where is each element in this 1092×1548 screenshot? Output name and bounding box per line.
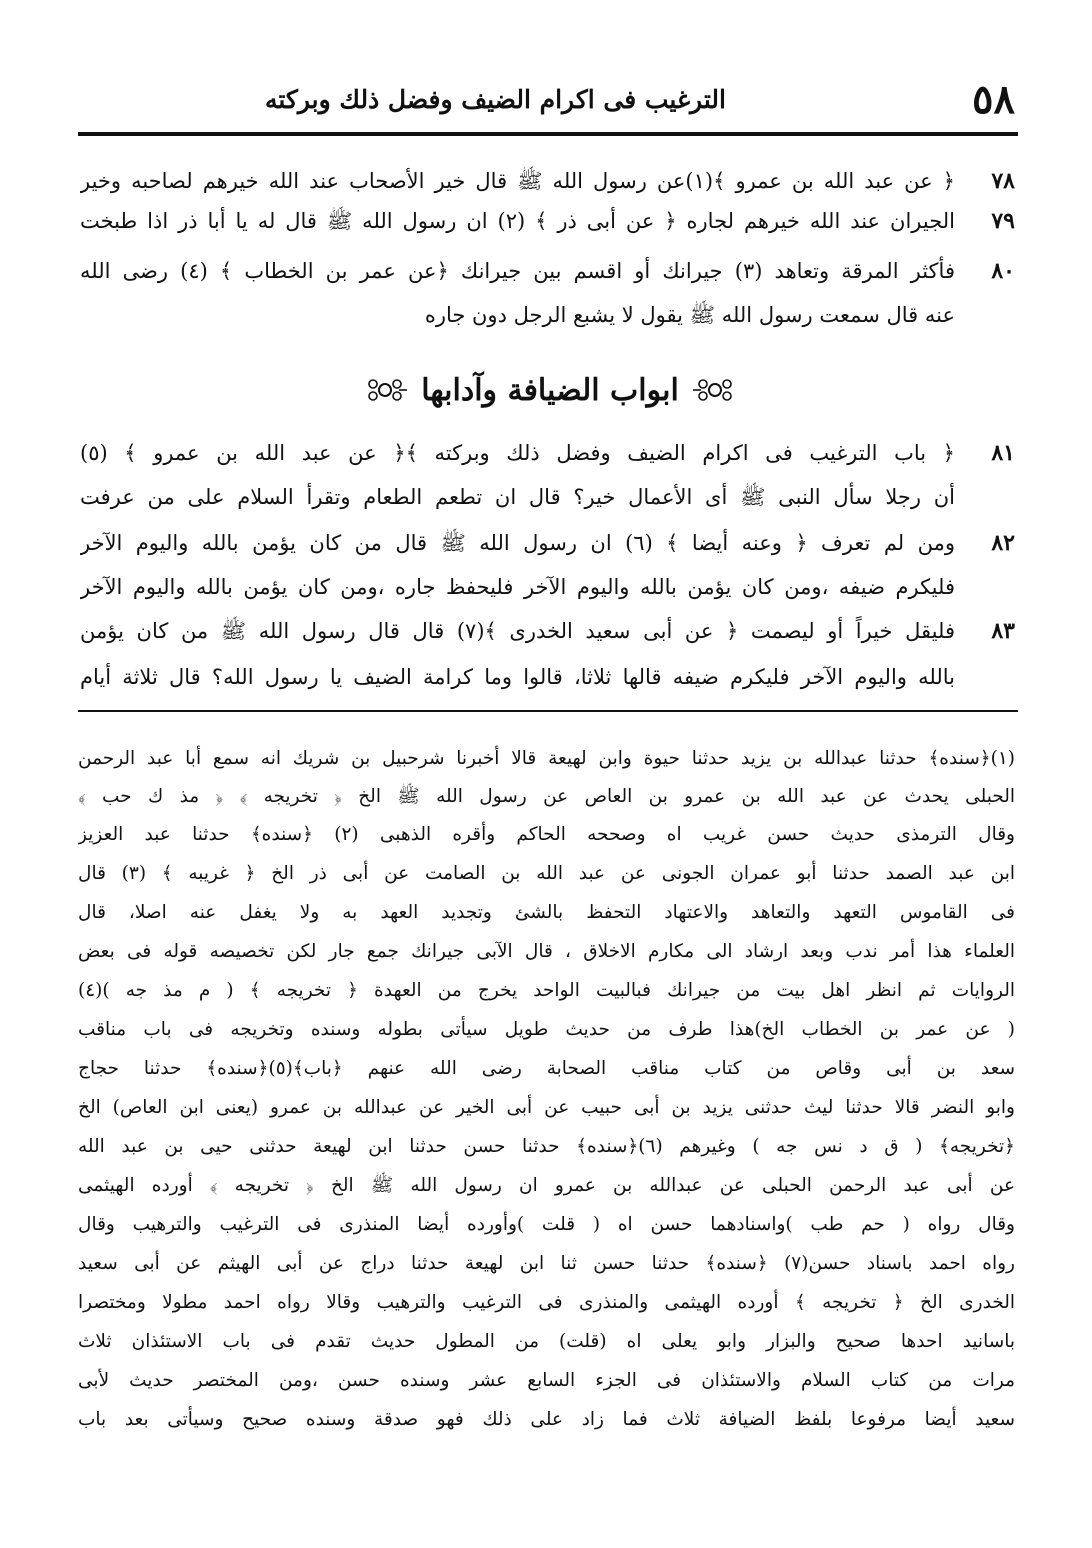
footnote-line: العلماء هذا أمر ندب وبعد ارشاد الى مكارم الاخلاق ، قال الآبى جيرانك جمع جار لكن تخصيصه قوله فى بعض bbox=[78, 941, 1015, 962]
footnote-line: (١)﴿سنده﴾ حدثنا عبدالله بن يزيد حدثنا حيوة وابن لهيعة قالا أخبرنا شرحبيل بن شريك انه سمع أبا عبد الرحمن bbox=[78, 748, 1015, 769]
footnote-line: ( عن عمر بن الخطاب الخ)هذا طرف من حديث طويل سيأتى بطوله وسنده وتخريجه فى باب مناقب bbox=[78, 1019, 1015, 1040]
footnote-line: وقال الترمذى حديث حسن غريب اه وصححه الحاكم وأقره الذهبى (٢) ﴿سنده﴾ حدثنا عبد العزيز bbox=[78, 824, 1015, 845]
footnote-line: عن أبى عبد الرحمن الحبلى عن عبدالله بن عمرو ان رسول الله ﷺ الخ ﴿ تخريجه ﴾ أورده الهيثمى bbox=[78, 1175, 1015, 1196]
hadith-line bbox=[80, 160, 1015, 202]
footnote-line: ﴿تخريجه﴾ ( ق د نس جه ) وغيرهم (٦)﴿سنده﴾ حدثنا حسن حدثنا ابن لهيعة حدثنى حيى بن عبد الله bbox=[78, 1136, 1015, 1157]
hadith-line bbox=[80, 566, 1015, 608]
footnote-divider bbox=[78, 710, 1018, 712]
page-header bbox=[75, 68, 1015, 130]
footnote-line: ابن عبد الصمد حدثنا أبو عمران الجونى عن عبد الله بن الصامت عن أبى ذر الخ ﴿ غريبه ﴾ (٣) قال bbox=[78, 863, 1015, 884]
hadith-text: ومن لم تعرف ﴿ وعنه أيضا ﴾ (٦) ان رسول الله ﷺ قال من كان يؤمن بالله واليوم الآخر bbox=[80, 531, 955, 555]
hadith-line bbox=[80, 250, 1015, 292]
footnote-line: رواه احمد باسناد حسن(٧) ﴿سنده﴾ حدثنا حسن ثنا ابن لهيعة حدثنا دراج عن أبى الهيثم عن أبى سعيد bbox=[78, 1253, 1015, 1274]
hadith-line bbox=[80, 656, 1015, 698]
footnote-line: وقال رواه ( حم طب )واسنادهما حسن اه ( قلت )وأورده أيضا المنذرى فى الترغيب والترهيب وقال bbox=[78, 1214, 1015, 1235]
hadith-line bbox=[80, 476, 1015, 518]
running-title: الترغيب فى اكرام الضيف وفضل ذلك وبركته bbox=[265, 84, 726, 114]
footnote-line: فى القاموس التعهد والتعاهد والاعتهاد التحفظ بالشئ وتجديد العهد به ولا يغفل عنه اصلا، قال bbox=[78, 902, 1015, 923]
footnote-line: الحبلى يحدث عن عبد الله بن عمرو بن العاص عن رسول الله ﷺ الخ ﴿ تخريجه ﴾ ﴿ مذ ك حب ﴾ bbox=[78, 786, 1015, 807]
footnote-line: الخدرى الخ ﴿ تخريجه ﴾ أورده الهيثمى والمنذرى فى الترغيب والترهيب وقالا رواه احمد مطولا ومختصرا bbox=[78, 1292, 1015, 1313]
hadith-line bbox=[80, 610, 1015, 652]
hadith-text: ﴿ باب الترغيب فى اكرام الضيف وفضل ذلك وبركته ﴾﴿ عن عبد الله بن عمرو ﴾ (٥) bbox=[80, 441, 955, 465]
header-divider bbox=[78, 132, 1018, 136]
flourish-ornament-icon bbox=[363, 375, 407, 405]
section-heading bbox=[250, 362, 850, 418]
page-number: ٥٨ bbox=[972, 75, 1015, 123]
footnote-line: الروايات ثم انظر اهل بيت من جيرانك فبالبيت الواحد يخرج من العهدة ﴿ تخريجه ﴾ ( م مذ جه )(٤) bbox=[78, 980, 1015, 1001]
footnote-line: مرات من كتاب السلام والاستئذان فى الجزء السابع عشر وسنده حسن ،ومن المختصر حديث لأبى bbox=[78, 1370, 1015, 1391]
footnote-line: سعد بن أبى وقاص من كتاب مناقب الصحابة رضى الله عنهم ﴿باب﴾(٥)﴿سنده﴾ حدثنا حجاج bbox=[78, 1058, 1015, 1079]
hadith-text: بالله واليوم الآخر فليكرم ضيفه قالها ثلاثا، قالوا وما كرامة الضيف يا رسول الله؟ قال ثلاثة أيام bbox=[80, 665, 955, 689]
hadith-text: أن رجلا سأل النبى ﷺ أى الأعمال خير؟ قال ان تطعم الطعام وتقرأ السلام على من عرفت bbox=[80, 485, 955, 509]
hadith-text: فليقل خيراً أو ليصمت ﴿ عن أبى سعيد الخدرى ﴾(٧) قال قال رسول الله ﷺ من كان يؤمن bbox=[80, 619, 955, 643]
flourish-ornament-icon bbox=[693, 375, 737, 405]
hadith-line bbox=[80, 432, 1015, 474]
hadith-text: ﴿ عن عبد الله بن عمرو ﴾(١)عن رسول الله ﷺ قال خير الأصحاب عند الله خيرهم لصاحبه وخير bbox=[80, 169, 955, 193]
footnote-line: وابو النضر قالا حدثنا ليث حدثنى يزيد بن أبى حبيب عن أبى الخير عن عبدالله بن عمرو (يعنى ابن العاص) الخ bbox=[78, 1097, 1015, 1118]
hadith-line bbox=[80, 522, 1015, 564]
hadith-number: ٨٠ bbox=[991, 258, 1015, 284]
hadith-text: الجيران عند الله خيرهم لجاره ﴿ عن أبى ذر ﴾ (٢) ان رسول الله ﷺ قال له يا أبا ذر اذا طبخت bbox=[80, 209, 955, 233]
hadith-number: ٨١ bbox=[991, 440, 1015, 466]
hadith-number: ٧٩ bbox=[991, 208, 1015, 234]
hadith-number: ٨٣ bbox=[991, 618, 1015, 644]
footnote-line: سعيد أيضا مرفوعا بلفظ الضيافة ثلاث فما زاد على ذلك فهو صدقة وسنده صحيح وسيأتى بعد باب bbox=[78, 1409, 1015, 1430]
hadith-text: عنه قال سمعت رسول الله ﷺ يقول لا يشبع الرجل دون جاره bbox=[424, 303, 955, 327]
section-title: ابواب الضيافة وآدابها bbox=[421, 372, 679, 408]
hadith-number: ٧٨ bbox=[991, 168, 1015, 194]
hadith-line bbox=[80, 294, 1015, 336]
hadith-number: ٨٢ bbox=[991, 530, 1015, 556]
footnote-line: باسانيد احدها صحيح والبزار وابو يعلى اه (قلت) من المطول حديث تقدم فى باب الاستئذان ثلاث bbox=[78, 1331, 1015, 1352]
hadith-text: فأكثر المرقة وتعاهد (٣) جيرانك أو اقسم بين جيرانك ﴿عن عمر بن الخطاب ﴾ (٤) رضى الله bbox=[80, 259, 955, 283]
hadith-line bbox=[80, 200, 1015, 242]
hadith-text: فليكرم ضيفه ،ومن كان يؤمن بالله واليوم الآخر فليحفظ جاره ،ومن كان يؤمن بالله واليوم الآخر bbox=[80, 575, 955, 599]
